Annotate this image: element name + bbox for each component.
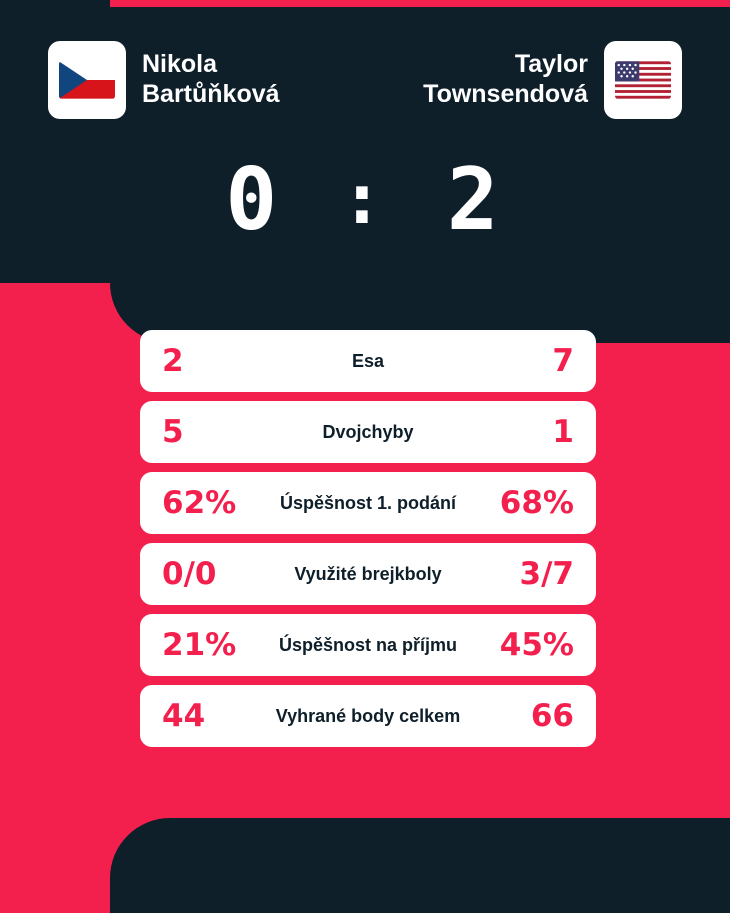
stat-row [140,401,596,463]
score-separator: : [340,158,390,240]
stat-home-value: 5 [162,414,184,450]
stat-away-value: 66 [530,698,574,734]
stat-home-value: 62% [162,485,237,521]
stat-row [140,543,596,605]
stat-home-value: 44 [162,698,206,734]
stat-row [140,330,596,392]
scoreboard [0,150,730,250]
player-away [423,41,682,119]
player-away-last-name: Townsendová [423,79,588,108]
flag-czech-republic-icon [48,41,126,119]
player-away-first-name: Taylor [514,50,588,78]
player-home-last-name: Bartůňková [142,79,280,108]
stat-label: Dvojchyby [322,421,414,442]
flag-united-states-icon [604,41,682,119]
stat-label: Využité brejkboly [294,563,442,584]
top-accent-stripe [110,0,730,7]
stat-label: Úspěšnost na příjmu [278,634,458,655]
stat-home-value: 2 [162,343,184,379]
player-home-first-name: Nikola [142,50,218,78]
player-away-name [423,50,588,109]
stat-home-value: 0/0 [162,556,217,592]
stat-away-value: 45% [499,627,574,663]
stats-list [140,330,596,756]
stat-label: Vyhrané body celkem [275,705,461,726]
score-away: 2 [446,150,505,250]
player-home [48,41,280,119]
panel-notch-bottom [110,818,730,913]
stat-label: Úspěšnost 1. podání [279,492,457,513]
players-header [0,32,730,127]
stat-away-value: 3/7 [519,556,574,592]
score-home: 0 [225,150,284,250]
stat-away-value: 68% [499,485,574,521]
stat-label: Esa [351,350,385,371]
stat-row [140,685,596,747]
player-home-name [142,50,280,109]
stat-row [140,614,596,676]
stat-row [140,472,596,534]
stat-away-value: 7 [552,343,574,379]
stat-away-value: 1 [552,414,574,450]
stat-home-value: 21% [162,627,237,663]
